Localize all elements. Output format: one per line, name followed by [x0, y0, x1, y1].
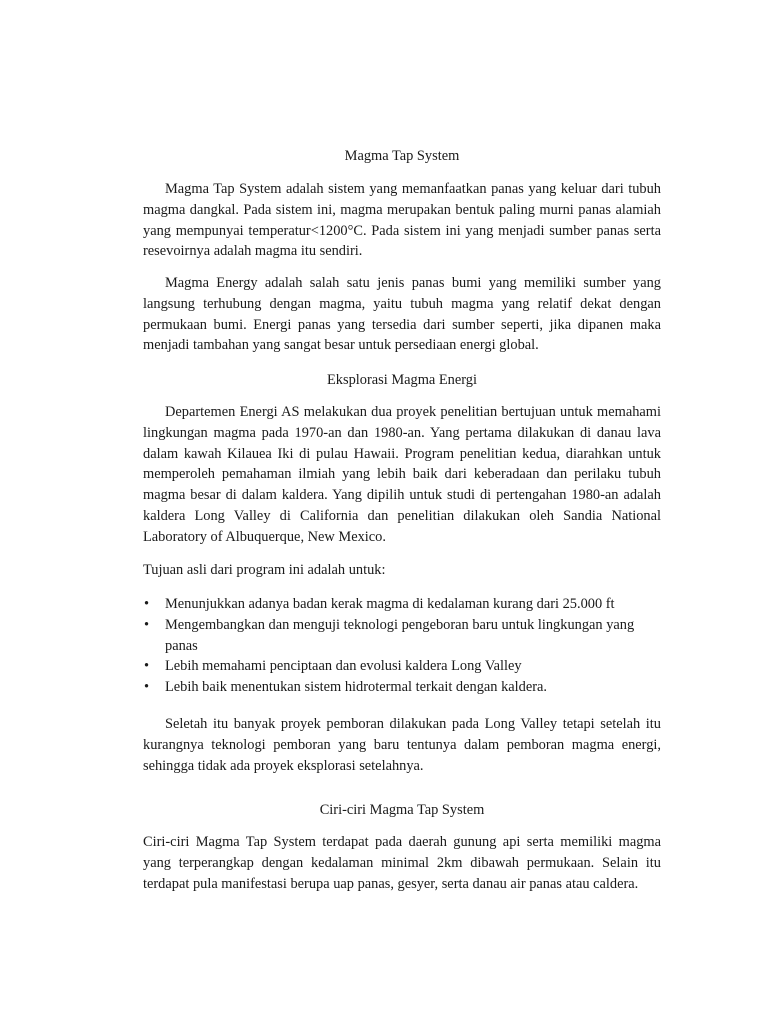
- goals-intro: Tujuan asli dari program ini adalah untuk:: [143, 562, 386, 578]
- bullet-icon: •: [144, 616, 150, 633]
- intro-paragraph-2: Magma Energy adalah salah satu jenis panas bumi yang memiliki sumber yang langsung terhubung dengan magma, yaitu tubuh magma yang relatif dekat dengan permukaan bumi. Energi panas yang tersedia dari sumber seperti, jika dipanen maka menjadi tambahan yang sangat besar untuk persediaan energi global.: [143, 275, 661, 354]
- list-item-text: Lebih baik menentukan sistem hidrotermal terkait dengan kaldera.: [165, 679, 548, 696]
- list-item-text: Mengembangkan dan menguji teknologi pengeboran baru untuk lingkungan yang panas: [165, 616, 635, 654]
- list-item-text: Menunjukkan adanya badan kerak magma di kedalaman kurang dari 25.000 ft: [165, 596, 615, 612]
- bullet-icon: •: [144, 658, 150, 675]
- list-item: [143, 677, 661, 698]
- bullet-icon: •: [144, 596, 150, 612]
- list-item: [143, 615, 661, 657]
- intro-paragraph-1: Magma Tap System adalah sistem yang memanfaatkan panas yang keluar dari tubuh magma dangkal. Pada sistem ini, magma merupakan bentuk paling murni panas alamiah yang mempunyai temperatur<1200°C. Pada sistem ini yang menjadi sumber panas serta resevoirnya adalah magma itu sendiri.: [143, 181, 661, 260]
- exploration-paragraph-2: Seletah itu banyak proyek pemboran dilakukan pada Long Valley tetapi setelah itu kurangnya teknologi pemboran yang baru tentunya dalam pemboran magma energi, sehingga tidak ada proyek eksplorasi setelahnya.: [143, 716, 661, 774]
- list-item: [143, 656, 661, 677]
- characteristics-heading: Ciri-ciri Magma Tap System: [319, 802, 485, 818]
- exploration-paragraph-1: Departemen Energi AS melakukan dua proyek penelitian bertujuan untuk memahami lingkungan magma pada 1970-an dan 1980-an. Yang pertama dilakukan di danau lava dalam kawah Kilauea Iki di pulau Hawaii. Program penelitian kedua, diarahkan untuk memperoleh pemahaman ilmiah yang lebih baik dari keberadaan dan perilaku tubuh magma besar di dalam kaldera. Yang dipilih untuk studi di pertengahan 1980-an adalah kaldera Long Valley di California dan penelitian dilakukan oleh Sandia National Laboratory of Albuquerque, New Mexico.: [143, 404, 661, 545]
- list-item-text: Lebih memahami penciptaan dan evolusi kaldera Long Valley: [165, 658, 522, 675]
- list-item: [143, 594, 661, 615]
- goals-list: [143, 594, 661, 698]
- bullet-icon: •: [144, 679, 150, 696]
- exploration-heading: Eksplorasi Magma Energi: [326, 372, 477, 388]
- document-title: Magma Tap System: [344, 148, 460, 164]
- characteristics-paragraph: Ciri-ciri Magma Tap System terdapat pada daerah gunung api serta memiliki magma yang terperangkap dengan kedalaman minimal 2km dibawah permukaan. Selain itu terdapat pula manifestasi berupa uap panas, gesyer, serta danau air panas atau caldera.: [143, 834, 661, 892]
